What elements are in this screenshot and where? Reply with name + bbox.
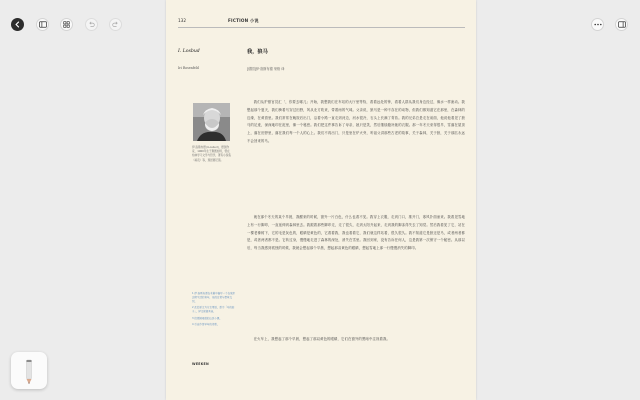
- section-label: FICTION 小说: [228, 18, 259, 23]
- sidebar-icon: [39, 21, 47, 28]
- undo-button[interactable]: [85, 18, 98, 31]
- panel-toggle-button[interactable]: [615, 18, 628, 31]
- redo-icon: [112, 21, 119, 28]
- author-photo: [193, 103, 230, 141]
- pencil-tool-button[interactable]: [11, 352, 47, 389]
- footnote: 2 此处原文为方言用语，意为「马的影子」，译文保留其音。: [192, 306, 235, 314]
- header-divider: [178, 27, 465, 28]
- footnote: 3 指德国南部的山区小镇。: [192, 316, 222, 320]
- ellipsis-icon: [594, 23, 602, 26]
- body-paragraph: 我们从护照官员汇「，你要去哪儿」开始，我想我们在车站的大厅里等待，看着远处的钟，看着人群从我们身边经过，像水一样流动。我想起那个夏天，我们骑着马穿过田野，风从北方吹来，带着雨的气味。父亲说，狼马是一种不存在的动物，但我们都知道它在那里，在森林的边缘，在黄昏里。我们常常在晚饭后出门，沿着小路一直走到河边，河水很冷，石头上长满了青苔。我的兄弟总是走在前面，他说他看见了狼马的足迹，深深地印在泥里，像一个秘密。我们把这件事告诉了母亲，她只是笑，然后继续缝补她的衣服。那一年冬天来得很早，雪落在屋顶上，落在田野里，落在我们每一个人的心上。我们不再出门，只是坐在炉火旁，听祖父讲那些古老的故事，关于森林，关于狼，关于那匹永远不会回来的马。: [247, 100, 465, 143]
- article-title: 我，狼马: [247, 49, 268, 55]
- document-page[interactable]: [166, 0, 476, 400]
- sidebar-toggle-button[interactable]: [36, 18, 49, 31]
- body-paragraph: 在火车上，我想起了那个早晨，想起了那双黄色的眼睛，它们在窗外的黑暗中注视着我。: [253, 337, 390, 341]
- magazine-brand: WEEKEN: [192, 362, 209, 366]
- footnote: 4 引自作者早年的诗歌。: [192, 322, 220, 326]
- footnotes: [192, 292, 236, 329]
- back-button[interactable]: [11, 18, 24, 31]
- translator-name: Iri Rosenfeld: [178, 66, 199, 70]
- author-name: I. Losbud: [178, 49, 200, 54]
- undo-icon: [88, 21, 95, 28]
- article-byline: [德国]伊·洛斯布德 荣格 译: [247, 67, 285, 71]
- footnote: 1 伊·洛斯布德在本篇中描写一个在城市边缘生活的青年，他的日常与想象交织。: [192, 292, 236, 303]
- sidebar-right-icon: [618, 21, 626, 28]
- more-button[interactable]: [591, 18, 604, 31]
- article-body: [247, 99, 465, 341]
- grid-view-button[interactable]: [60, 18, 73, 31]
- pencil-icon: [19, 357, 39, 385]
- redo-button[interactable]: [109, 18, 122, 31]
- chevron-left-icon: [14, 21, 21, 28]
- grid-icon: [63, 21, 70, 28]
- body-paragraph: 就在那个冬天的某个早晨，我醒来的时候，窗外一片白色，什么也看不见。我穿上衣服，走到门口，推开门，寒风扑面而来。我看见雪地上有一行脚印，一直延伸到森林里去。我跟着那些脚印走，走了很久，走到太阳升起来，走到我的脚冻得失去了知觉。然后我看见了它，站在一棵老橡树下，它的毛是灰色的，眼睛是黄色的，它看着我，我也看着它，我们就这样站着，很久很久。我不知道它是狼还是马，或者两者都是，或者两者都不是。它转过身，慢慢地走进了森林的深处，消失在雪里。我回到家，没有告诉任何人，这是我第一次保守一个秘密。从那以后，每当我感到孤独的时候，我就会想起那个早晨，想起那双黄色的眼睛，想起雪地上那一行慢慢消失的脚印。: [247, 215, 465, 250]
- photo-caption: 伊·洛斯布德(I.Losbud)，德国作家，1960年生于斯图加特，曾在柏林学习文学与哲学，著有小说集《雨夜》等，现居慕尼黑。: [192, 146, 231, 162]
- page-number: 132: [178, 18, 186, 23]
